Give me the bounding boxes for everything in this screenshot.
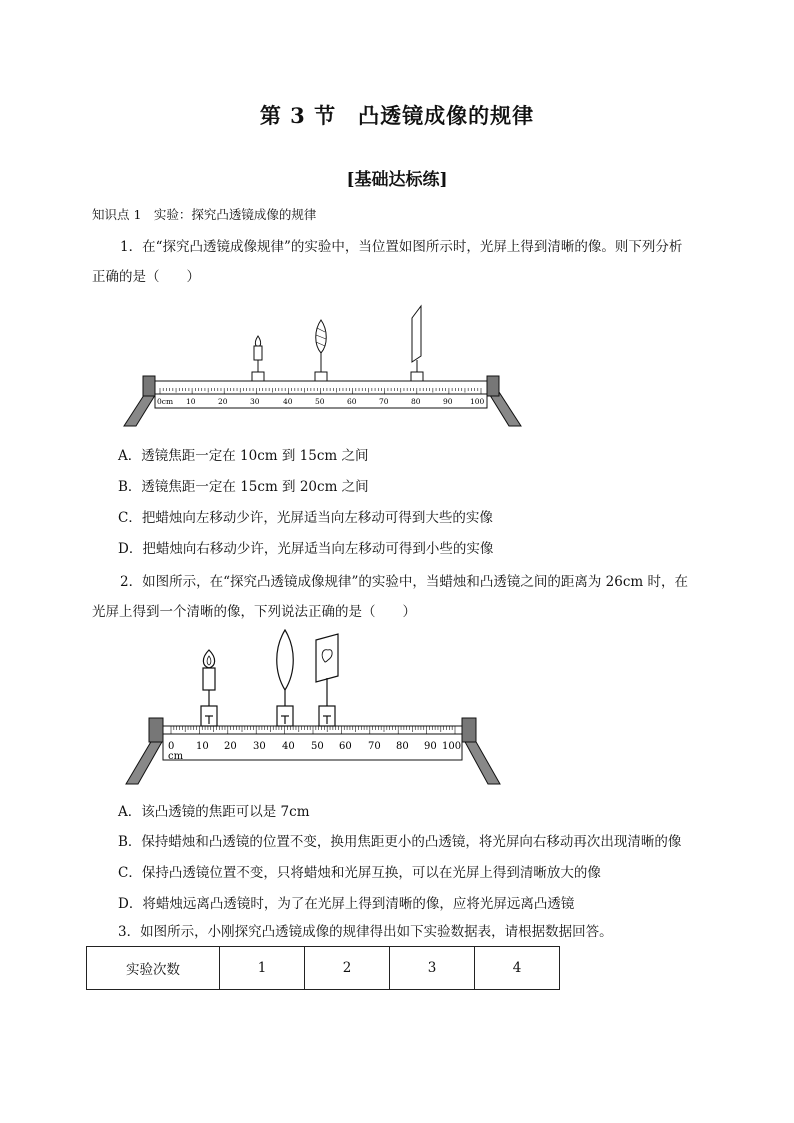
page-title: 第 3 节 凸透镜成像的规律 — [259, 103, 535, 128]
table-header-cell: 4 — [475, 947, 560, 990]
section-subtitle: [基础达标练] — [346, 170, 448, 190]
question-1-option-c[interactable]: C．把蜡烛向左移动少许，光屏适当向左移动可得到大些的实像 — [118, 510, 493, 526]
ruler-label-20: 20 — [218, 397, 228, 406]
ruler-label-20: 20 — [224, 741, 237, 752]
ruler-label-40: 40 — [283, 397, 293, 406]
question-2-stem — [92, 567, 704, 627]
convex-lens — [315, 320, 327, 381]
question-1-option-b[interactable]: B．透镜焦距一定在 15cm 到 20cm 之间 — [118, 479, 369, 495]
ruler-label-40: 40 — [282, 741, 295, 752]
experiment-data-table — [86, 946, 560, 990]
question-1-stem-line1: 1．在“探究凸透镜成像规律”的实验中，当位置如图所示时，光屏上得到清晰的像。则下列分析 — [120, 239, 683, 255]
candle — [201, 650, 217, 726]
light-screen — [316, 634, 338, 726]
ruler-label-30: 30 — [250, 397, 260, 406]
question-3-stem: 3．如图所示，小刚探究凸透镜成像的规律得出如下实验数据表，请根据数据回答。 — [118, 924, 613, 940]
ruler-label-0: 0 — [168, 741, 175, 752]
question-1-option-d[interactable]: D．把蜡烛向右移动少许，光屏适当向左移动可得到小些的实像 — [118, 541, 494, 557]
question-1-stem-line2: 正确的是（ ） — [92, 269, 200, 285]
table-header-cell: 2 — [305, 947, 390, 990]
question-2-figure — [0, 626, 794, 790]
knowledge-point-label: 知识点 1 实验：探究凸透镜成像的规律 — [92, 207, 317, 222]
ruler-label-30: 30 — [253, 741, 266, 752]
question-2-option-b[interactable]: B．保持蜡烛和凸透镜的位置不变，换用焦距更小的凸透镜，将光屏向右移动再次出现清晰的像 — [118, 834, 682, 850]
ruler-label-70: 70 — [379, 397, 389, 406]
ruler-label-10: 10 — [186, 397, 196, 406]
ruler-label-60: 60 — [347, 397, 357, 406]
ruler-label-70: 70 — [368, 741, 381, 752]
question-2-option-c[interactable]: C．保持凸透镜位置不变，只将蜡烛和光屏互换，可以在光屏上得到清晰放大的像 — [118, 865, 601, 881]
ruler-label-50: 50 — [311, 741, 324, 752]
ruler-label-10: 10 — [196, 741, 209, 752]
question-2-stem-line2: 光屏上得到一个清晰的像，下列说法正确的是（ ） — [92, 604, 416, 620]
ruler-label-90: 90 — [443, 397, 453, 406]
ruler-label-80: 80 — [396, 741, 409, 752]
convex-lens — [277, 630, 294, 726]
ruler-unit-label: cm — [168, 751, 184, 762]
ruler-label-100: 100 — [442, 741, 462, 752]
light-screen — [411, 306, 423, 381]
ruler-label-80: 80 — [411, 397, 421, 406]
question-2-option-d[interactable]: D．将蜡烛远离凸透镜时，为了在光屏上得到清晰的像，应将光屏远离凸透镜 — [118, 896, 575, 912]
ruler-label-50: 50 — [315, 397, 325, 406]
ruler-unit-label: 0cm — [157, 397, 174, 406]
table-row — [87, 947, 560, 990]
question-2-stem-line1: 2．如图所示，在“探究凸透镜成像规律”的实验中，当蜡烛和凸透镜之间的距离为 26cm 时，在 — [120, 574, 689, 590]
ruler-label-60: 60 — [339, 741, 352, 752]
ruler-label-90: 90 — [424, 741, 437, 752]
ruler-label-100: 100 — [470, 397, 485, 406]
table-header-cell: 1 — [220, 947, 305, 990]
question-1-figure — [0, 300, 794, 432]
candle — [252, 336, 264, 381]
table-header-cell: 实验次数 — [87, 947, 220, 990]
question-2-option-a[interactable]: A．该凸透镜的焦距可以是 7cm — [118, 804, 310, 820]
question-1-stem — [92, 232, 704, 292]
table-header-cell: 3 — [390, 947, 475, 990]
question-1-option-a[interactable]: A．透镜焦距一定在 10cm 到 15cm 之间 — [118, 448, 369, 464]
